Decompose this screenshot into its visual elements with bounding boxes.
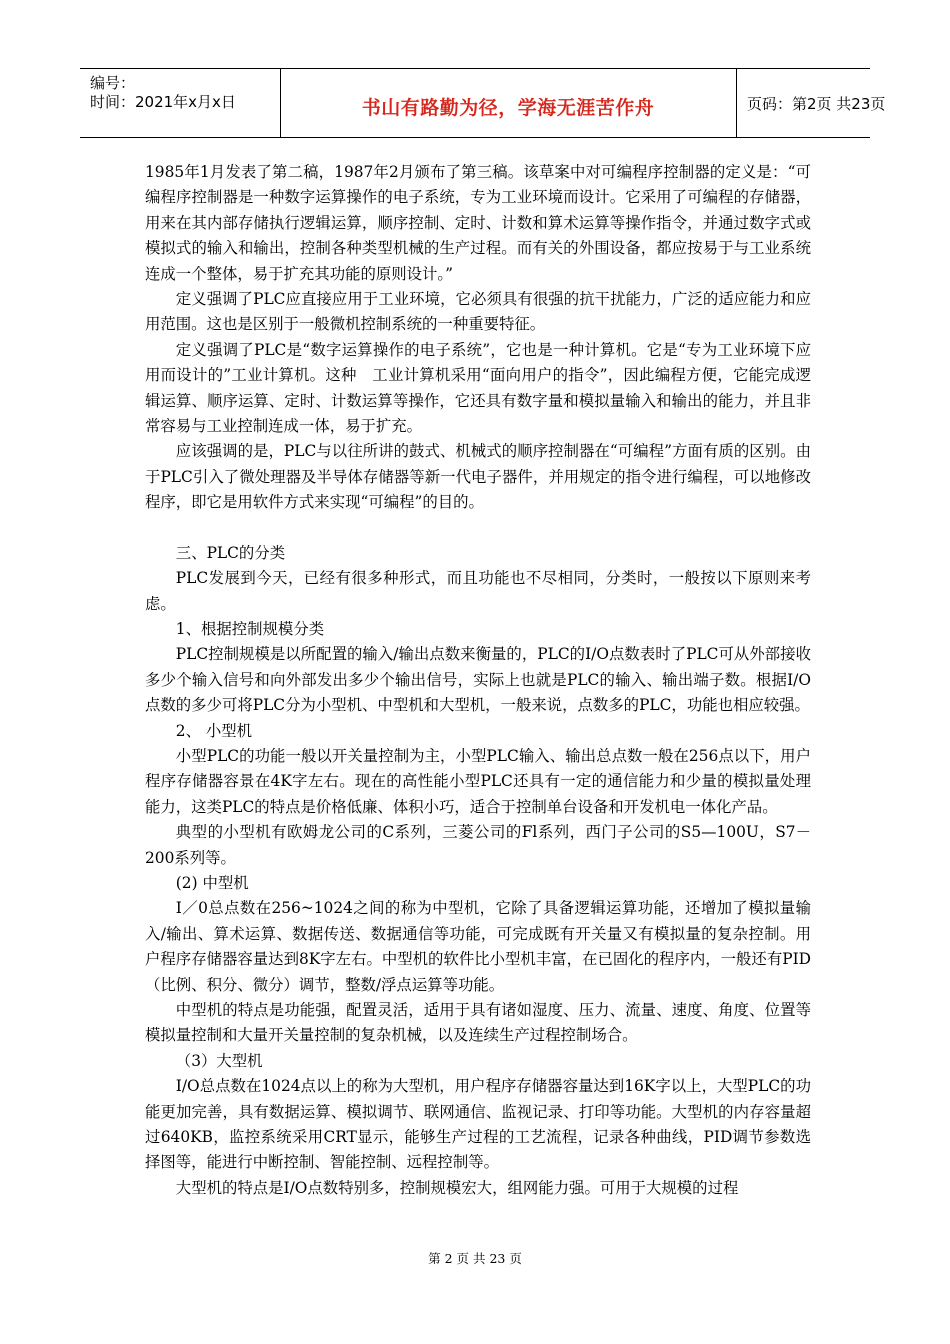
subsection-heading: 2、 小型机 — [175, 721, 253, 740]
document-number-label: 编号： — [90, 74, 136, 92]
section-heading: 三、PLC的分类 — [175, 543, 286, 562]
subsection-heading: (2) 中型机 — [175, 873, 249, 892]
paragraph: PLC发展到今天，已经有很多种形式，而且功能也不尽相同，分类时，一般按以下原则来考虑。 — [145, 569, 811, 613]
paragraph: 大型机的特点是I/O点数特别多，控制规模宏大，组网能力强。可用于大规模的过程 — [175, 1178, 739, 1197]
paragraph: 典型的小型机有欧姆龙公司的C系列，三菱公司的Fl系列，西门子公司的S5—100U，S7－200系列等。 — [145, 823, 811, 867]
document-date-label: 时间：2021年x月x日 — [90, 93, 236, 111]
paragraph: 应该强调的是，PLC与以往所讲的鼓式、机械式的顺序控制器在“可编程”方面有质的区别。由于PLC引入了微处理器及半导体存储器等新一代电子器件，并用规定的指令进行编程，可以地修改程序，即它是用软件方式来实现“可编程”的目的。 — [145, 442, 811, 512]
paragraph: I/O总点数在1024点以上的称为大型机，用户程序存储器容量达到16K字以上，大型PLC的功能更加完善，具有数据运算、模拟调节、联网通信、监视记录、打印等功能。大型机的内存容量超过640KB，监控系统采用CRT显示，能够生产过程的工艺流程，记录各种曲线，PID调节参数选择图等，能进行中断控制、智能控制、远程控制等。 — [145, 1077, 811, 1172]
paragraph: 1985年1月发表了第二稿，1987年2月颁布了第三稿。该草案中对可编程序控制器的定义是：“可编程序控制器是一种数字运算操作的电子系统，专为工业环境而设计。它采用了可编程的存储器，用来在其内部存储执行逻辑运算，顺序控制、定时、计数和算术运算等操作指令，并通过数字式或模拟式的输入和输出，控制各种类型机械的生产过程。而有关的外围设备，都应按易于与工业系统连成一个整体，易于扩充其功能的原则设计。” — [145, 163, 811, 283]
header-page-number: 页码：第2页 共23页 — [747, 95, 886, 113]
header-info-cell — [80, 69, 281, 137]
document-body — [145, 160, 811, 1201]
header-motto: 书山有路勤为径，学海无涯苦作舟 — [361, 97, 655, 119]
paragraph: 中型机的特点是功能强，配置灵活，适用于具有诸如湿度、压力、流量、速度、角度、位置等模拟量控制和大量开关量控制的复杂机械，以及连续生产过程控制场合。 — [145, 1001, 811, 1045]
paragraph: 定义强调了PLC应直接应用于工业环境，它必须具有很强的抗干扰能力，广泛的适应能力和应用范围。这也是区别于一般微机控制系统的一种重要特征。 — [145, 290, 811, 334]
subsection-heading: （3）大型机 — [175, 1051, 263, 1070]
paragraph: PLC控制规模是以所配置的输入/输出点数来衡量的，PLC的I/O点数表时了PLC可从外部接收多少个输入信号和向外部发出多少个输出信号，实际上也就是PLC的输入、输出端子数。根据I/O点数的多少可将PLC分为小型机、中型机和大型机，一般来说，点数多的PLC，功能也相应较强。 — [145, 645, 811, 715]
header-motto-cell — [280, 69, 737, 137]
page-footer: 第 2 页 共 23 页 — [428, 1251, 522, 1266]
paragraph: 小型PLC的功能一般以开关量控制为主，小型PLC输入、输出总点数一般在256点以下，用户程序存储器容景在4K字左右。现在的高性能小型PLC还具有一定的通信能力和少量的模拟量处理能力，这类PLC的特点是价格低廉、体积小巧，适合于控制单台设备和开发机电一体化产品。 — [145, 746, 811, 816]
subsection-heading: 1、根据控制规模分类 — [175, 619, 325, 638]
paragraph: 定义强调了PLC是“数字运算操作的电子系统”，它也是一种计算机。它是“专为工业环境下应用而设计的”工业计算机。这种 工业计算机采用“面向用户的指令”，因此编程方便，它能完成逻辑运算、顺序运算、定时、计数运算等操作，它还具有数字量和模拟量输入和输出的能力，并且非常容易与工业控制连成一体，易于扩充。 — [145, 340, 811, 436]
page-header — [80, 68, 886, 138]
header-page-cell — [737, 69, 886, 137]
paragraph: I／0总点数在256~1024之间的称为中型机，它除了具备逻辑运算功能，还增加了模拟量输入/输出、算术运算、数据传送、数据通信等功能，可完成既有开关量又有模拟量的复杂控制。用户程序存储器容量达到8K字左右。中型机的软件比小型机丰富，在已固化的程序内，一般还有PID（比例、积分、微分）调节，整数/浮点运算等功能。 — [145, 899, 811, 994]
